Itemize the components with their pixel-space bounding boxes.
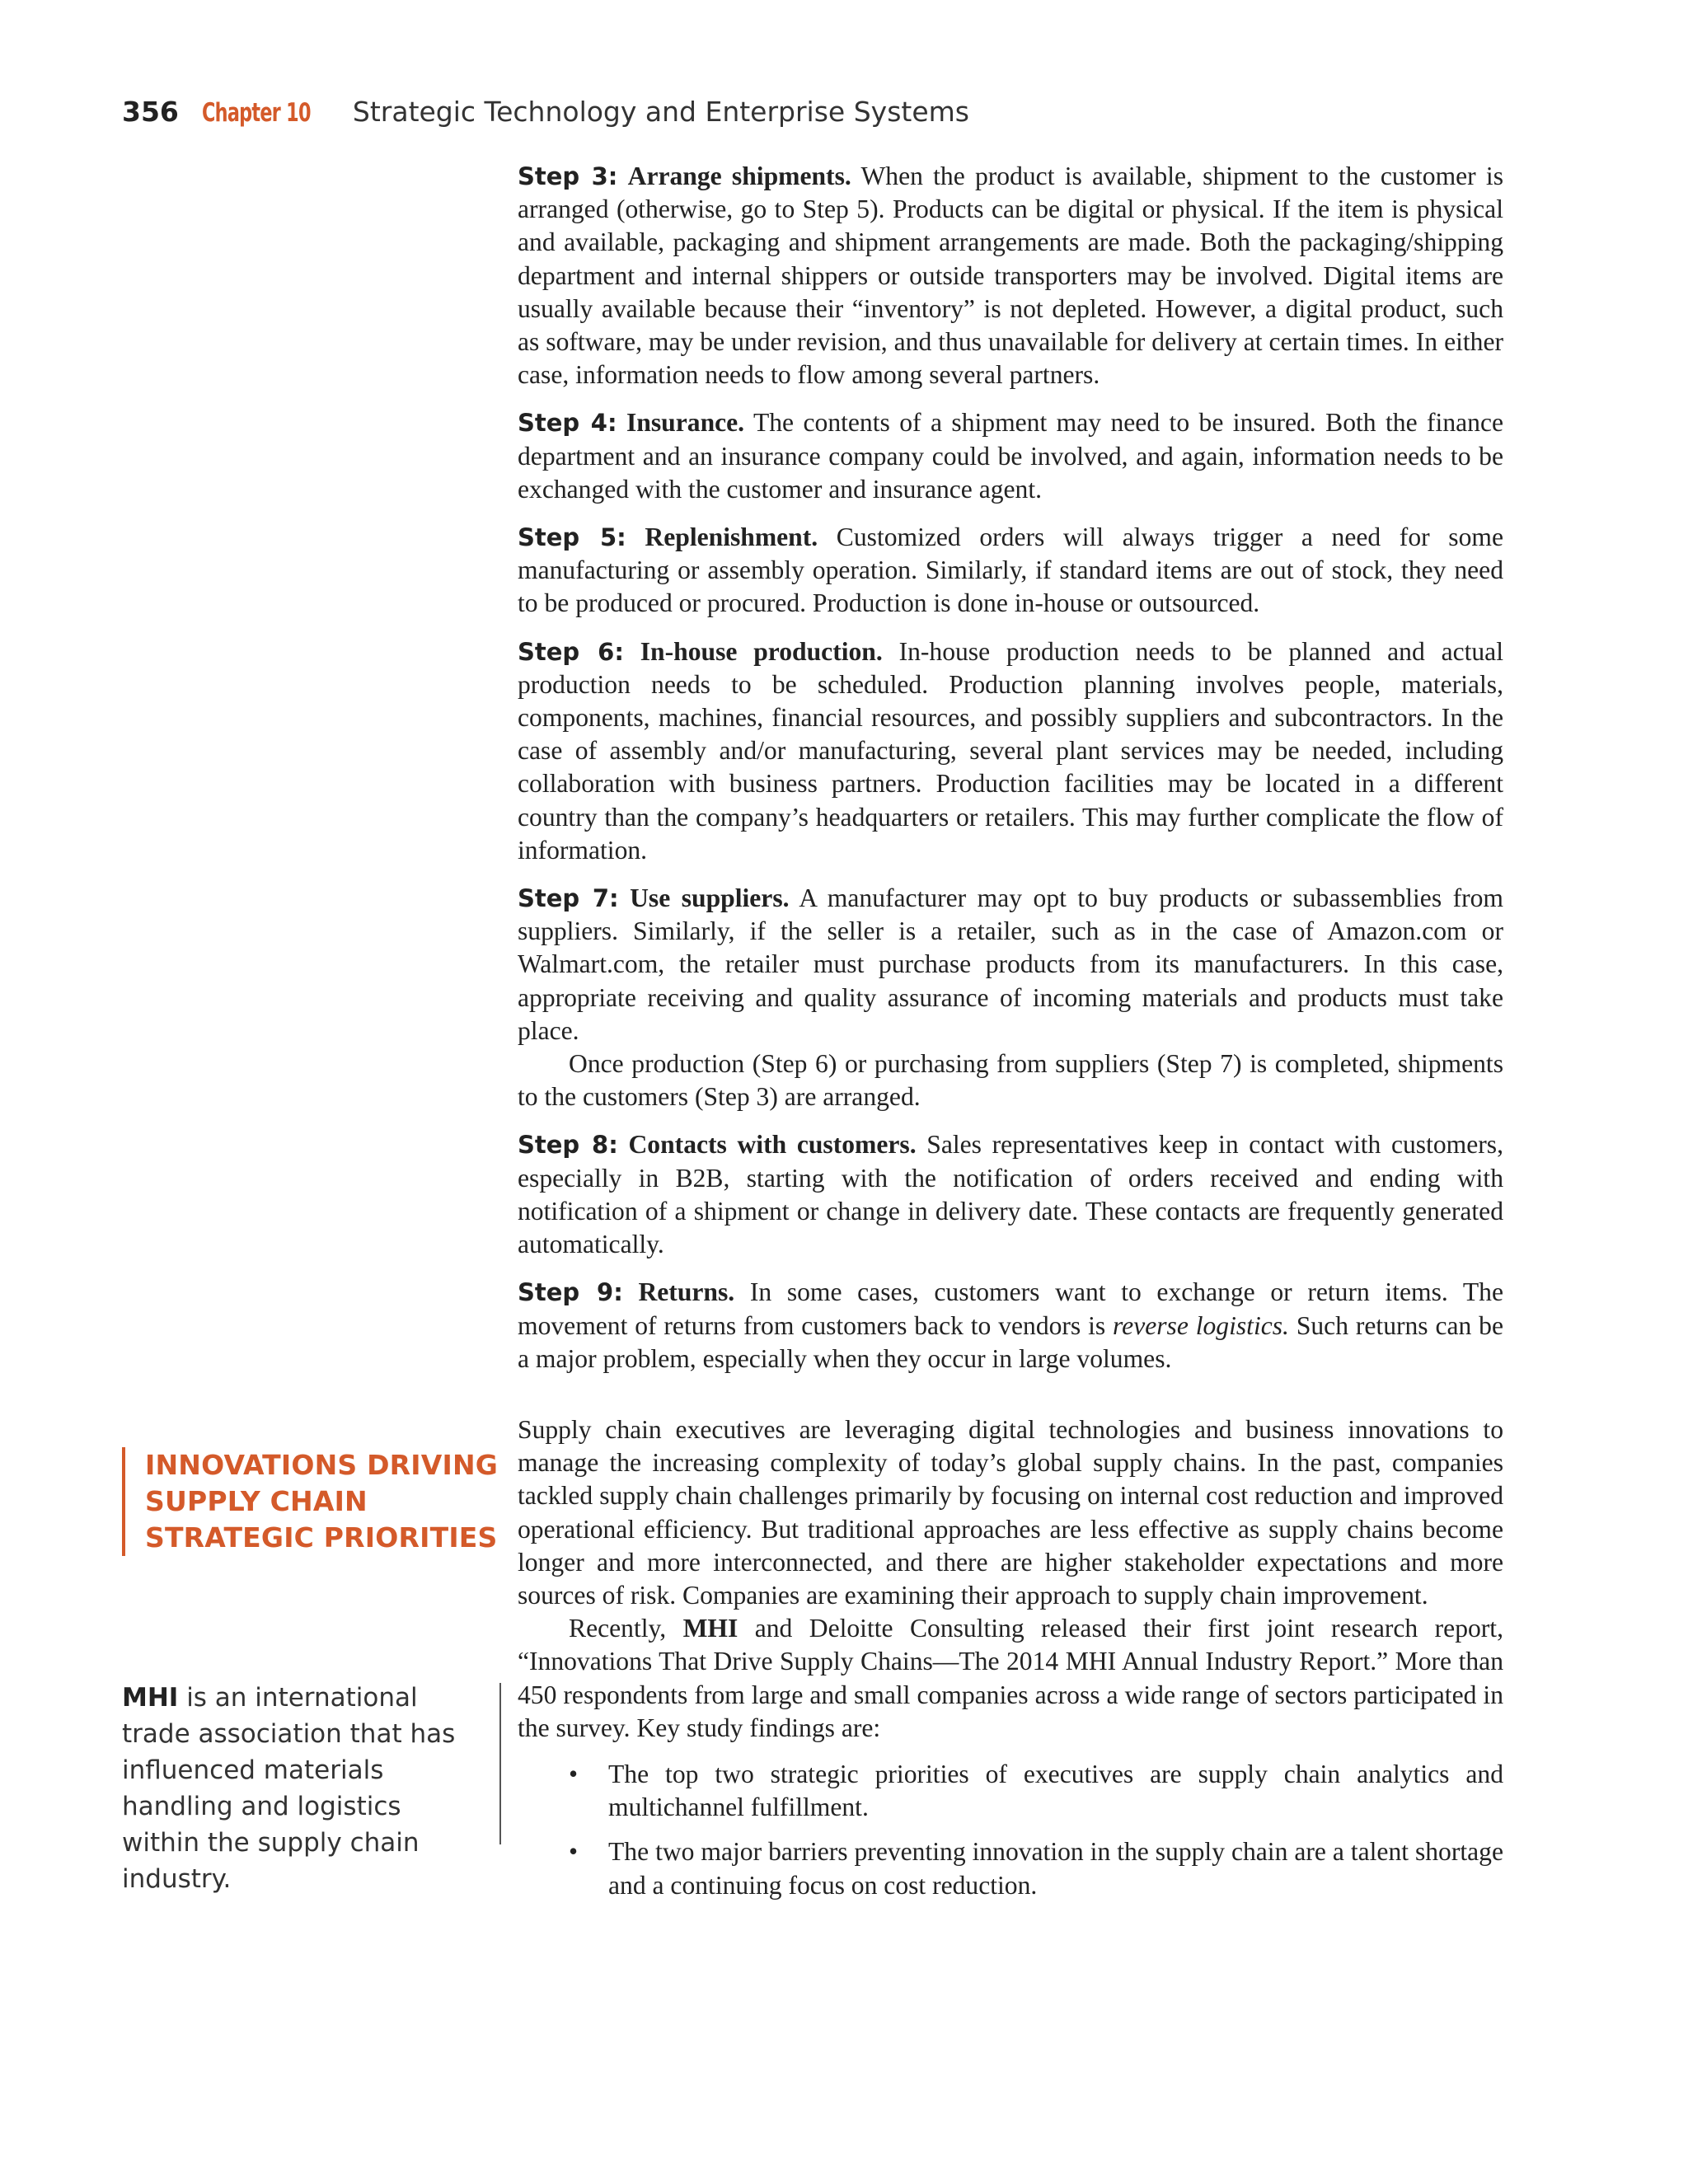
step-5 xyxy=(518,521,1503,621)
page-number: 356 xyxy=(122,96,179,128)
step-text: When the product is available, shipment to the customer is arranged (otherwise, go to Step 5). Products can be digital or physical. If the item is physical and available, packaging and shipment arrangements are made. Both the packaging/shipping department and internal shippers or outside transporters may be involved. Digital items are usually available because their “inventory” is not depleted. However, a digital product, such as software, may be under revision, and thus unavailable for delivery at certain times. In either case, information needs to flow among several partners. xyxy=(518,162,1504,390)
bullet-icon: • xyxy=(569,1837,579,1867)
step-text: In some cases, customers want to exchange or return items. The movement of returns from customers back to vendors is xyxy=(518,1277,1503,1340)
list-item-text: The two major barriers preventing innovation in the supply chain are a talent shortage and a continuing focus on cost reduction. xyxy=(608,1837,1503,1900)
section-paragraph-1: Supply chain executives are leveraging digital technologies and business innovations to manage the increasing complexity of today’s global supply chains. In the past, companies tackled supply chain challenges primarily by focusing on internal cost reduction and improved operational efficiency. But traditional approaches are less effective as supply chains become longer and more interconnected, and there are higher stakeholder expectations and more sources of risk. Companies are examining their approach to supply chain improvement. xyxy=(518,1414,1503,1610)
step-label: Step 9: xyxy=(518,1278,623,1307)
findings-list xyxy=(518,1758,1503,1902)
main-column xyxy=(518,160,1503,1914)
step-text: In-house production needs to be planned and actual production needs to be scheduled. Production planning involves people, materials, components, machines, financial resources, and possibly suppliers and subcontractors. In the case of assembly and/or manufacturing, several plant services may be needed, including collaboration with business partners. Production facilities may be located in a different country than the company’s headquarters or retailers. This may further complicate the flow of information. xyxy=(518,636,1503,865)
list-item xyxy=(518,1835,1503,1901)
step-title: Contacts with customers. xyxy=(628,1130,917,1160)
step-label: Step 5: xyxy=(518,523,626,552)
step-label: Step 6: xyxy=(518,637,624,666)
step-8 xyxy=(518,1128,1503,1261)
margin-note-text: is an international trade association that has influenced materials handling and logistics within the supply chain industry. xyxy=(122,1683,456,1894)
step-title: In-house production. xyxy=(640,636,883,666)
bullet-icon: • xyxy=(569,1759,579,1788)
section-paragraph-2 xyxy=(518,1612,1503,1745)
paragraph-text-end: and Deloitte Consulting released their first joint research report, “Innovations That Drive Supply Chains—The 2014 MHI Annual Industry Report.” More than 450 respondents from large and small companies across a wide range of sectors participated in the survey. Key study findings are: xyxy=(518,1614,1503,1742)
step-label: Step 8: xyxy=(518,1131,618,1160)
running-head xyxy=(122,96,969,128)
step-title: Use suppliers. xyxy=(630,883,790,913)
term-mhi: MHI xyxy=(682,1614,738,1643)
margin-note-term: MHI xyxy=(122,1683,179,1713)
step-6 xyxy=(518,635,1503,867)
margin-note xyxy=(122,1680,485,1897)
step-7 xyxy=(518,882,1503,1047)
step-4 xyxy=(518,406,1503,506)
chapter-title: Strategic Technology and Enterprise Systems xyxy=(352,96,969,128)
term-reverse-logistics: reverse logistics. xyxy=(1113,1310,1289,1340)
step-title: Insurance. xyxy=(626,408,745,438)
step-text: The contents of a shipment may need to be insured. Both the finance department and an insurance company could be involved, and again, information needs to be exchanged with the customer and insurance agent. xyxy=(518,408,1503,504)
step-3 xyxy=(518,160,1503,391)
chapter-label: Chapter 10 xyxy=(202,98,312,128)
step-7-followup: Once production (Step 6) or purchasing from suppliers (Step 7) is completed, shipments to the customers (Step 3) are arranged. xyxy=(518,1049,1503,1112)
step-text: Customized orders will always trigger a need for some manufacturing or assembly operation. Similarly, if standard items are out of stock, they need to be produced or procured. Production is done in-house or outsourced. xyxy=(518,523,1503,618)
margin-note-rule xyxy=(499,1683,501,1844)
list-item xyxy=(518,1758,1503,1824)
step-text-end: Such returns can be a major problem, especially when they occur in large volumes. xyxy=(518,1310,1503,1373)
paragraph-text: Recently, xyxy=(569,1614,667,1643)
step-text: A manufacturer may opt to buy products or subassemblies from suppliers. Similarly, if the seller is a retailer, such as in the case of Amazon.​com or Walmart.com, the retailer must purchase products from its manufacturers. In this case, appropriate receiving and quality assurance of incoming materials and products must take place. xyxy=(518,883,1504,1045)
step-title: Arrange shipments. xyxy=(627,162,851,190)
step-text: Sales representatives keep in contact with customers, especially in B2B, starting with the notification of orders received and ending with notification of a shipment or change in delivery date. These contacts are frequently generated automatically. xyxy=(518,1130,1503,1259)
step-label: Step 3: xyxy=(518,162,618,190)
step-9 xyxy=(518,1276,1503,1376)
step-title: Replenishment. xyxy=(645,523,818,552)
step-label: Step 4: xyxy=(518,409,617,438)
section-heading: INNOVATIONS DRIVING SUPPLY CHAIN STRATEGIC PRIORITIES xyxy=(122,1447,508,1556)
list-item-text: The top two strategic priorities of executives are supply chain analytics and multichannel fulfillment. xyxy=(608,1759,1503,1822)
step-title: Returns. xyxy=(638,1277,735,1307)
step-label: Step 7: xyxy=(518,884,619,913)
